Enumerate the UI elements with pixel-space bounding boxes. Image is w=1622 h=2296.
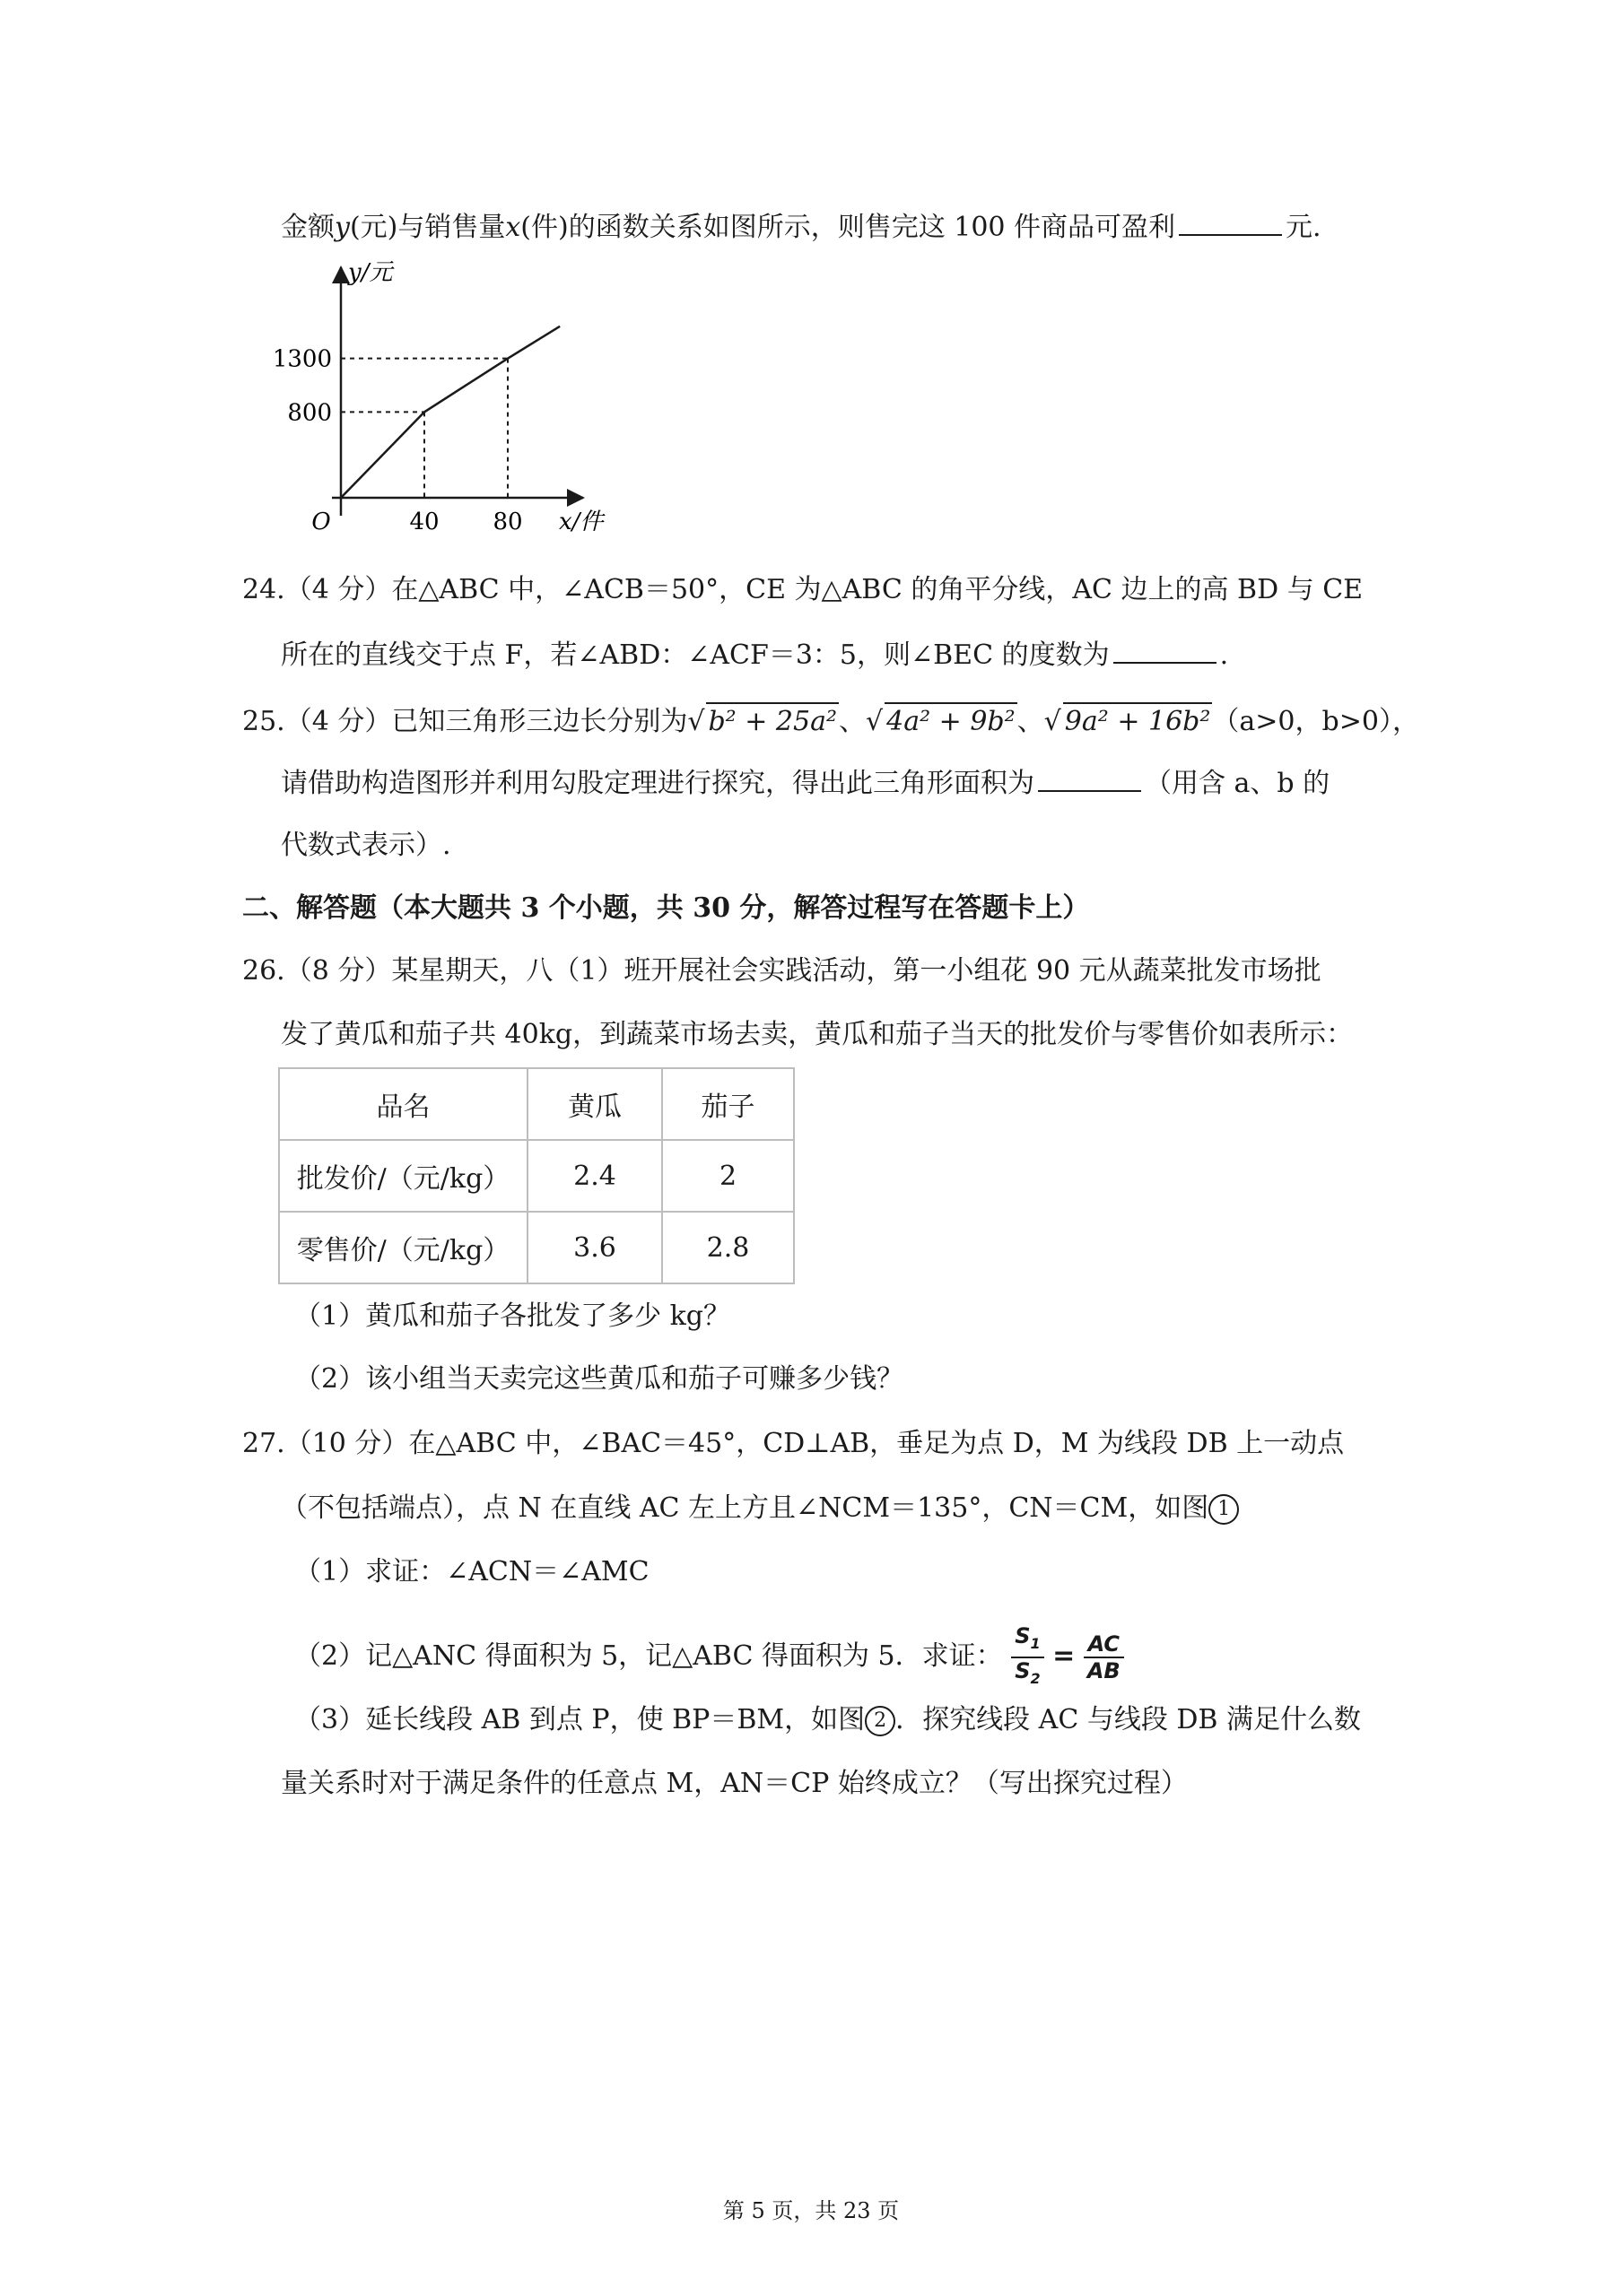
q26-sub2-text: （2）该小组当天卖完这些黄瓜和茄子可赚多少钱？ [294, 1363, 904, 1395]
q24-text: . [1219, 639, 1229, 671]
q27-line1 [242, 1426, 1344, 1462]
q26-line2 [281, 1017, 1353, 1053]
equals-sign: = [1052, 1639, 1076, 1672]
table-row [279, 1212, 794, 1283]
q23-function-graph [260, 260, 637, 556]
q25-separator: 、 [1016, 706, 1044, 737]
q23-var-x: x [505, 212, 521, 243]
table-cell: 黄瓜 [528, 1068, 662, 1140]
table-cell: 茄子 [662, 1068, 794, 1140]
q26-line1 [242, 953, 1321, 989]
q26-sub1-text: （1）黄瓜和茄子各批发了多少 kg？ [294, 1300, 731, 1332]
q23-text: 元. [1286, 212, 1321, 243]
q25-radicand-1: b² + 25a² [706, 702, 839, 740]
q25-text: （4 分）已知三角形三边长分别为 [284, 706, 688, 737]
x-tick-label: 40 [409, 509, 440, 535]
q25-text: 请借助构造图形并利用勾股定理进行探究，得出此三角形面积为 [281, 768, 1034, 799]
section-heading-text: 二、解答题（本大题共 3 个小题，共 30 分，解答过程写在答题卡上） [242, 892, 1090, 924]
q25-line3 [281, 828, 451, 864]
q25-number: 25. [242, 706, 285, 737]
q24-line2 [281, 637, 1228, 674]
x-tick-label: 80 [493, 509, 523, 535]
fraction-s1-over-s2: $\frac{S_1}{S_2}$ [1011, 1623, 1043, 1692]
q25-line1 [242, 702, 1419, 740]
q27-text: （10 分）在△ABC 中，∠BAC＝45°，CD⊥AB，垂足为点 D，M 为线段 DB 上一动点 [284, 1428, 1345, 1459]
q27-sub2-text: （2）记△ANC 得面积为 5，记△ABC 得面积为 5．求证： [294, 1639, 1003, 1672]
q23-var-y: y [335, 212, 350, 243]
sqrt-icon: √ [866, 706, 884, 737]
q25-radicand-2: 4a² + 9b² [885, 702, 1017, 740]
q23-text: (元)与销售量 [349, 212, 506, 243]
q26-number: 26. [242, 955, 285, 987]
q24-line1 [242, 572, 1363, 608]
q23-text: 金额 [281, 212, 335, 243]
q27-sub2 [294, 1623, 1124, 1692]
origin-label: O [311, 509, 331, 535]
q23-tail-line [281, 209, 1321, 246]
q25-radicand-3: 9a² + 16b² [1063, 702, 1213, 740]
q27-line2 [281, 1491, 1239, 1526]
q24-answer-blank[interactable] [1113, 637, 1216, 664]
q27-sub3-text: ．探究线段 AC 与线段 DB 满足什么数 [895, 1704, 1361, 1735]
series-line [341, 326, 560, 498]
q23-answer-blank[interactable] [1179, 209, 1282, 236]
q26-sub2 [294, 1361, 903, 1397]
q24-text: 所在的直线交于点 F，若∠ABD：∠ACF＝3：5，则∠BEC 的度数为 [281, 639, 1110, 671]
q24-number: 24. [242, 574, 285, 605]
x-axis-label: x/件 [559, 509, 604, 535]
y-axis-label: y/元 [348, 260, 393, 286]
circled-number-1: 1 [1208, 1494, 1239, 1525]
q27-sub3-text: 量关系时对于满足条件的任意点 M，AN＝CP 始终成立？（写出探究过程） [281, 1768, 1188, 1799]
table-row [279, 1140, 794, 1212]
q27-text: （不包括端点），点 N 在直线 AC 左上方且∠NCM＝135°，CN＝CM，如图 [281, 1492, 1209, 1524]
circled-number-2: 2 [865, 1706, 895, 1736]
q25-text: （用含 a、b 的 [1145, 768, 1330, 799]
q27-sub1 [294, 1554, 650, 1590]
q26-text: 发了黄瓜和茄子共 40kg，到蔬菜市场去卖，黄瓜和茄子当天的批发价与零售价如表所示： [281, 1019, 1354, 1050]
q27-sub1-text: （1）求证：∠ACN＝∠AMC [294, 1556, 650, 1587]
price-table [278, 1067, 795, 1284]
sqrt-icon: √ [687, 706, 705, 737]
table-cell: 2.8 [662, 1212, 794, 1283]
q23-text: (件)的函数关系如图所示，则售完这 100 件商品可盈利 [520, 212, 1176, 243]
q27-sub3-text: （3）延长线段 AB 到点 P，使 BP＝BM，如图 [294, 1704, 866, 1735]
y-tick-label: 1300 [272, 345, 332, 373]
y-tick-label: 800 [287, 399, 332, 427]
table-cell: 3.6 [528, 1212, 662, 1283]
table-header-row [279, 1068, 794, 1140]
q27-number: 27. [242, 1428, 285, 1459]
table-cell: 品名 [279, 1068, 528, 1140]
sqrt-icon: √ [1043, 706, 1061, 737]
q27-sub3-line2 [281, 1766, 1188, 1802]
section-heading [242, 891, 1089, 926]
q25-line2 [281, 765, 1330, 802]
q25-answer-blank[interactable] [1038, 765, 1141, 792]
q24-text: （4 分）在△ABC 中，∠ACB＝50°，CE 为△ABC 的角平分线，AC 边上的高 BD 与 CE [284, 574, 1364, 605]
table-cell: 零售价/（元/kg） [279, 1212, 528, 1283]
table-cell: 批发价/（元/kg） [279, 1140, 528, 1212]
q26-text: （8 分）某星期天，八（1）班开展社会实践活动，第一小组花 90 元从蔬菜批发市场批 [284, 955, 1321, 987]
table-cell: 2.4 [528, 1140, 662, 1212]
fraction-ac-over-ab: $\frac{AC}{AB}$ [1084, 1631, 1124, 1683]
q26-sub1 [294, 1299, 730, 1335]
q25-condition: （a>0，b>0）， [1212, 706, 1419, 737]
page-footer: 第 5 页，共 23 页 [722, 2198, 900, 2223]
q25-separator: 、 [839, 706, 866, 737]
q25-text: 代数式表示）. [281, 830, 451, 861]
q27-sub3 [294, 1702, 1361, 1738]
table-cell: 2 [662, 1140, 794, 1212]
